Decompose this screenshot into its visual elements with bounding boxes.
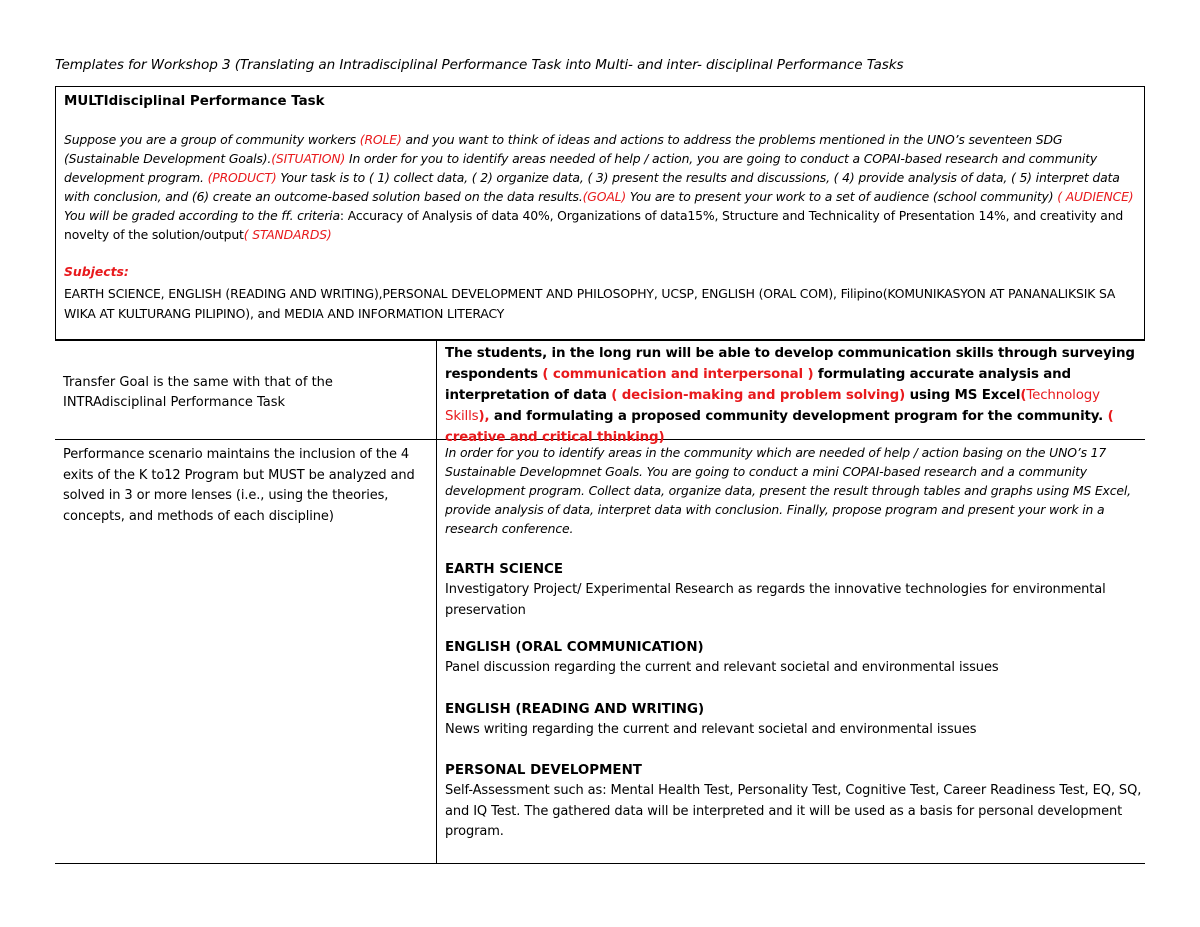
goal-text-1: The students, in the long run will be able to develop communication skills through surveying respondents: [445, 346, 1135, 382]
scenario-text-1: Suppose you are a group of community workers: [64, 132, 360, 147]
scenario-text-6: You will be graded according to the ff. criteria: [64, 208, 340, 223]
scenario-text-2: and you want to think of ideas and actions to address the problems mentioned in the UNO’s seventeen SDG (Sustainable Development Goals).: [64, 132, 1063, 166]
row-divider-top: [55, 340, 1145, 341]
section-title: PERSONAL DEVELOPMENT: [445, 763, 642, 778]
scenario-text-4: Your task is to ( 1) collect data, ( 2) organize data, ( 3) present the results and discussions, ( 4) provide analysis of data, ( 5) interpret data with conclusion, and (6) create an outcome-based solution based on the data results.: [64, 170, 1120, 204]
goal-paren-open: (: [1020, 388, 1027, 403]
subjects-list: EARTH SCIENCE, ENGLISH (READING AND WRITING),PERSONAL DEVELOPMENT AND PHILOSOPHY, UCSP, ENGLISH (ORAL COM), Filipino(KOMUNIKASYON AT PANANALIKSIK SA WIKA AT KULTURANG PILIPINO), and MEDIA AND INFORMATION LITERACY: [64, 286, 1116, 321]
task-scenario-paragraph: [64, 130, 1134, 244]
goal-text-4: and formulating a proposed community development program for the community.: [489, 409, 1108, 424]
goal-skill-technology: Technology Skills: [445, 388, 1100, 424]
section-title: EARTH SCIENCE: [445, 562, 564, 577]
scenario-text-3: In order for you to identify areas needed of help / action, you are going to conduct a COPAI-based research and community development program.: [64, 151, 1098, 185]
goal-paren-close: ),: [478, 409, 490, 424]
goal-text-3: using MS Excel: [905, 388, 1021, 403]
section-body: Panel discussion regarding the current and relevant societal and environmental issues: [445, 660, 999, 675]
performance-scenario-text: In order for you to identify areas in the community which are needed of help / action basing on the UNO’s 17 Sustainable Developmnet Goals. You are going to conduct a mini COPAI-based research and a community development program. Collect data, organize data, present the result through tables and graphs using MS Excel, provide analysis of data, interpret data with conclusion. Finally, propose program and present your work in a research conference.: [445, 445, 1131, 536]
goal-tag: (GOAL): [582, 189, 627, 204]
multidisciplinal-task-box: [55, 86, 1145, 340]
product-tag: (PRODUCT): [207, 170, 277, 185]
section-title: ENGLISH (READING AND WRITING): [445, 702, 705, 717]
section-body: Investigatory Project/ Experimental Research as regards the innovative technologies for environmental preservation: [445, 582, 1106, 618]
section-earth-science: [445, 560, 1143, 621]
audience-tag: ( AUDIENCE): [1057, 189, 1134, 204]
subjects-label: Subjects:: [64, 264, 129, 279]
role-tag: (ROLE): [359, 132, 402, 147]
goal-skill-creative: ( creative and critical thinking): [445, 409, 1114, 445]
criteria-text: : Accuracy of Analysis of data 40%, Organizations of data15%, Structure and Technicality of Presentation 14%, and creativity and novelty of the solution/output: [64, 208, 1124, 242]
box-heading: MULTIdisciplinal Performance Task: [64, 94, 325, 109]
section-title: ENGLISH (ORAL COMMUNICATION): [445, 640, 704, 655]
scenario-text-5: You are to present your work to a set of audience (school community): [626, 189, 1058, 204]
column-divider: [436, 340, 437, 864]
task-table: [55, 340, 1145, 864]
section-personal-development: [445, 761, 1143, 843]
section-body: News writing regarding the current and relevant societal and environmental issues: [445, 722, 977, 737]
page-title: Templates for Workshop 3 (Translating an Intradisciplinal Performance Task into Multi- and inter- disciplinal Performance Tasks: [55, 57, 904, 73]
standards-tag: ( STANDARDS): [243, 227, 332, 242]
transfer-goal-label: Transfer Goal is the same with that of the INTRAdisciplinal Performance Task: [63, 375, 333, 410]
transfer-goal-text: [445, 343, 1143, 448]
situation-tag: (SITUATION): [271, 151, 346, 166]
section-english-reading: [445, 700, 1143, 741]
goal-text-2: formulating accurate analysis and interpretation of data: [445, 367, 1071, 403]
goal-skill-decision: ( decision-making and problem solving): [611, 388, 906, 403]
row-divider-bottom: [55, 863, 1145, 864]
goal-skill-communication: ( communication and interpersonal ): [542, 367, 814, 382]
performance-scenario-label: Performance scenario maintains the inclusion of the 4 exits of the K to12 Program but MUST be analyzed and solved in 3 or more lenses (i.e., using the theories, concepts, and methods of each discipline): [63, 447, 415, 524]
section-english-oral: [445, 638, 1143, 679]
section-body: Self-Assessment such as: Mental Health Test, Personality Test, Cognitive Test, Career Readiness Test, EQ, SQ, and IQ Test. The gathered data will be interpreted and it will be used as a basis for personal development program.: [445, 783, 1142, 839]
